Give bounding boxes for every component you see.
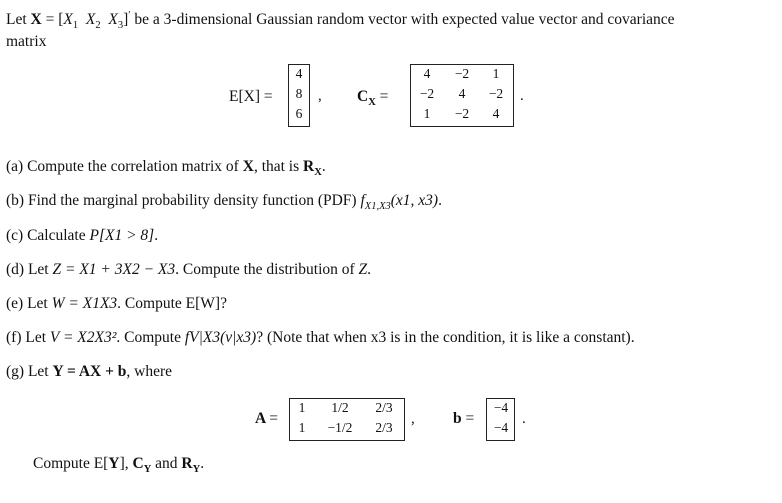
vector-b-period: . xyxy=(522,411,526,427)
final-and: and xyxy=(155,455,178,472)
final-end: . xyxy=(200,455,205,472)
intro-x-vector: X xyxy=(30,11,42,28)
vector-b-value: −4 xyxy=(493,420,509,435)
intro-line1-rest: be a 3-dimensional Gaussian random vector with expected value vector and covariance xyxy=(134,11,675,28)
matrix-a-letter: A xyxy=(255,410,266,427)
part-d-text: Let xyxy=(27,261,49,278)
intro-line-2: matrix xyxy=(6,33,47,50)
intro-row-vector: [$X_1$ $X_2$ $X_3]'$ xyxy=(58,9,131,32)
matrix-a-equals: = xyxy=(269,410,278,427)
part-b-f: f xyxy=(360,192,365,209)
part-b xyxy=(6,192,442,213)
part-f xyxy=(6,329,635,347)
intro-x1-sub: 1 xyxy=(72,20,79,32)
mean-comma: , xyxy=(318,88,322,104)
matrix-a-cell: −1/2 xyxy=(327,420,353,435)
final-ry: R xyxy=(181,455,193,472)
part-d-expr: Z = X1 + 3X2 − X3 xyxy=(52,261,176,278)
part-g xyxy=(6,363,172,381)
intro-x3: X xyxy=(108,11,118,28)
vector-b-equals: = xyxy=(465,410,475,427)
part-d-tag: (d) xyxy=(6,261,25,278)
part-a-sym-sub: X xyxy=(314,167,322,179)
vector-b-label xyxy=(453,410,474,428)
part-f-cond: fV|X3(v|x3) xyxy=(184,329,257,346)
matrix-a-cell: 1 xyxy=(298,400,306,415)
matrix-a-cell: 1 xyxy=(298,420,306,435)
cov-label-c: C xyxy=(357,88,369,105)
intro-transpose: ′ xyxy=(128,9,131,21)
part-e-expect: E[W] xyxy=(185,295,221,312)
part-a-sym: R xyxy=(303,158,315,175)
part-a-mid: , that is xyxy=(253,158,300,175)
part-b-args: (x1, x3) xyxy=(390,192,439,209)
cov-period: . xyxy=(520,88,524,104)
part-d-rest: . Compute the distribution of xyxy=(175,261,355,278)
part-a xyxy=(6,158,326,179)
cov-equals: = xyxy=(379,88,389,105)
intro-x3-sub: 3 xyxy=(117,20,124,32)
matrix-a-comma: , xyxy=(411,411,415,427)
mean-value: 6 xyxy=(295,106,303,121)
intro-equals: = xyxy=(45,11,55,28)
intro-x1: X xyxy=(63,11,73,28)
intro-x2: X xyxy=(85,11,96,28)
part-f-tag: (f) xyxy=(6,329,22,346)
matrix-a-cell: 1/2 xyxy=(331,400,349,415)
part-e-expr: W = X1X3 xyxy=(51,295,118,312)
part-f-expr: V = X2X3² xyxy=(49,329,117,346)
part-g-expr: Y = AX + b xyxy=(52,363,127,380)
final-ry-sub: Y xyxy=(192,464,201,476)
part-g-tag: (g) xyxy=(6,363,25,380)
cov-cell: −2 xyxy=(454,66,470,81)
final-prefix: Compute xyxy=(33,455,90,472)
intro-line-1 xyxy=(6,9,675,32)
part-g-text: Let xyxy=(27,363,49,380)
part-b-text: Find the marginal probability density function (PDF) xyxy=(27,192,357,209)
part-a-end: . xyxy=(321,158,326,175)
part-c-tag: (c) xyxy=(6,227,24,244)
cov-cell: −2 xyxy=(454,106,470,121)
part-e xyxy=(6,295,227,313)
part-e-tag: (e) xyxy=(6,295,24,312)
part-c-expr: P[X1 > 8] xyxy=(89,227,155,244)
vector-b-value: −4 xyxy=(493,400,509,415)
part-e-rest: . Compute xyxy=(117,295,182,312)
part-b-end: . xyxy=(438,192,442,209)
part-d-end: . xyxy=(367,261,372,278)
part-c xyxy=(6,227,158,245)
part-c-text: Calculate xyxy=(27,227,86,244)
cov-cell: 1 xyxy=(423,106,431,121)
final-cy-sub: Y xyxy=(143,464,152,476)
part-g-rest: , where xyxy=(126,363,173,380)
final-cy: C xyxy=(132,455,144,472)
part-c-end: . xyxy=(154,227,159,244)
part-f-rest: . Compute xyxy=(116,329,181,346)
cov-cell: 4 xyxy=(458,86,466,101)
part-a-text: Compute the correlation matrix of xyxy=(27,158,239,175)
part-f-text: Let xyxy=(25,329,47,346)
cov-label xyxy=(357,88,389,109)
final-line: Compute E[Y], $C_Y$ and $R_Y$. xyxy=(33,455,205,476)
part-f-note: ? (Note that when x3 is in the condition, it is like a constant). xyxy=(256,329,635,346)
final-ey: E[Y] xyxy=(93,455,125,472)
part-d xyxy=(6,261,371,279)
matrix-a-cell: 2/3 xyxy=(375,400,393,415)
matrix-a-cell: 2/3 xyxy=(375,420,393,435)
cov-cell: 4 xyxy=(492,106,500,121)
part-d-var: Z xyxy=(358,261,368,278)
mean-value: 4 xyxy=(295,66,303,81)
cov-cell: 1 xyxy=(492,66,500,81)
intro-let: Let xyxy=(6,11,27,28)
part-e-text: Let xyxy=(27,295,48,312)
mean-value: 8 xyxy=(295,86,303,101)
vector-b-letter: b xyxy=(453,410,462,427)
part-a-tag: (a) xyxy=(6,158,24,175)
part-a-var: X xyxy=(242,158,254,175)
cov-label-sub: X xyxy=(368,97,376,109)
mean-label: E[X] = xyxy=(229,88,273,105)
cov-cell: 4 xyxy=(423,66,431,81)
intro-x2-sub: 2 xyxy=(95,20,101,32)
part-e-end: ? xyxy=(220,295,227,312)
cov-cell: −2 xyxy=(419,86,435,101)
cov-cell: −2 xyxy=(488,86,504,101)
part-b-tag: (b) xyxy=(6,192,25,209)
matrix-a-label xyxy=(255,410,278,428)
part-b-f-sub: X1,X3 xyxy=(364,201,391,213)
